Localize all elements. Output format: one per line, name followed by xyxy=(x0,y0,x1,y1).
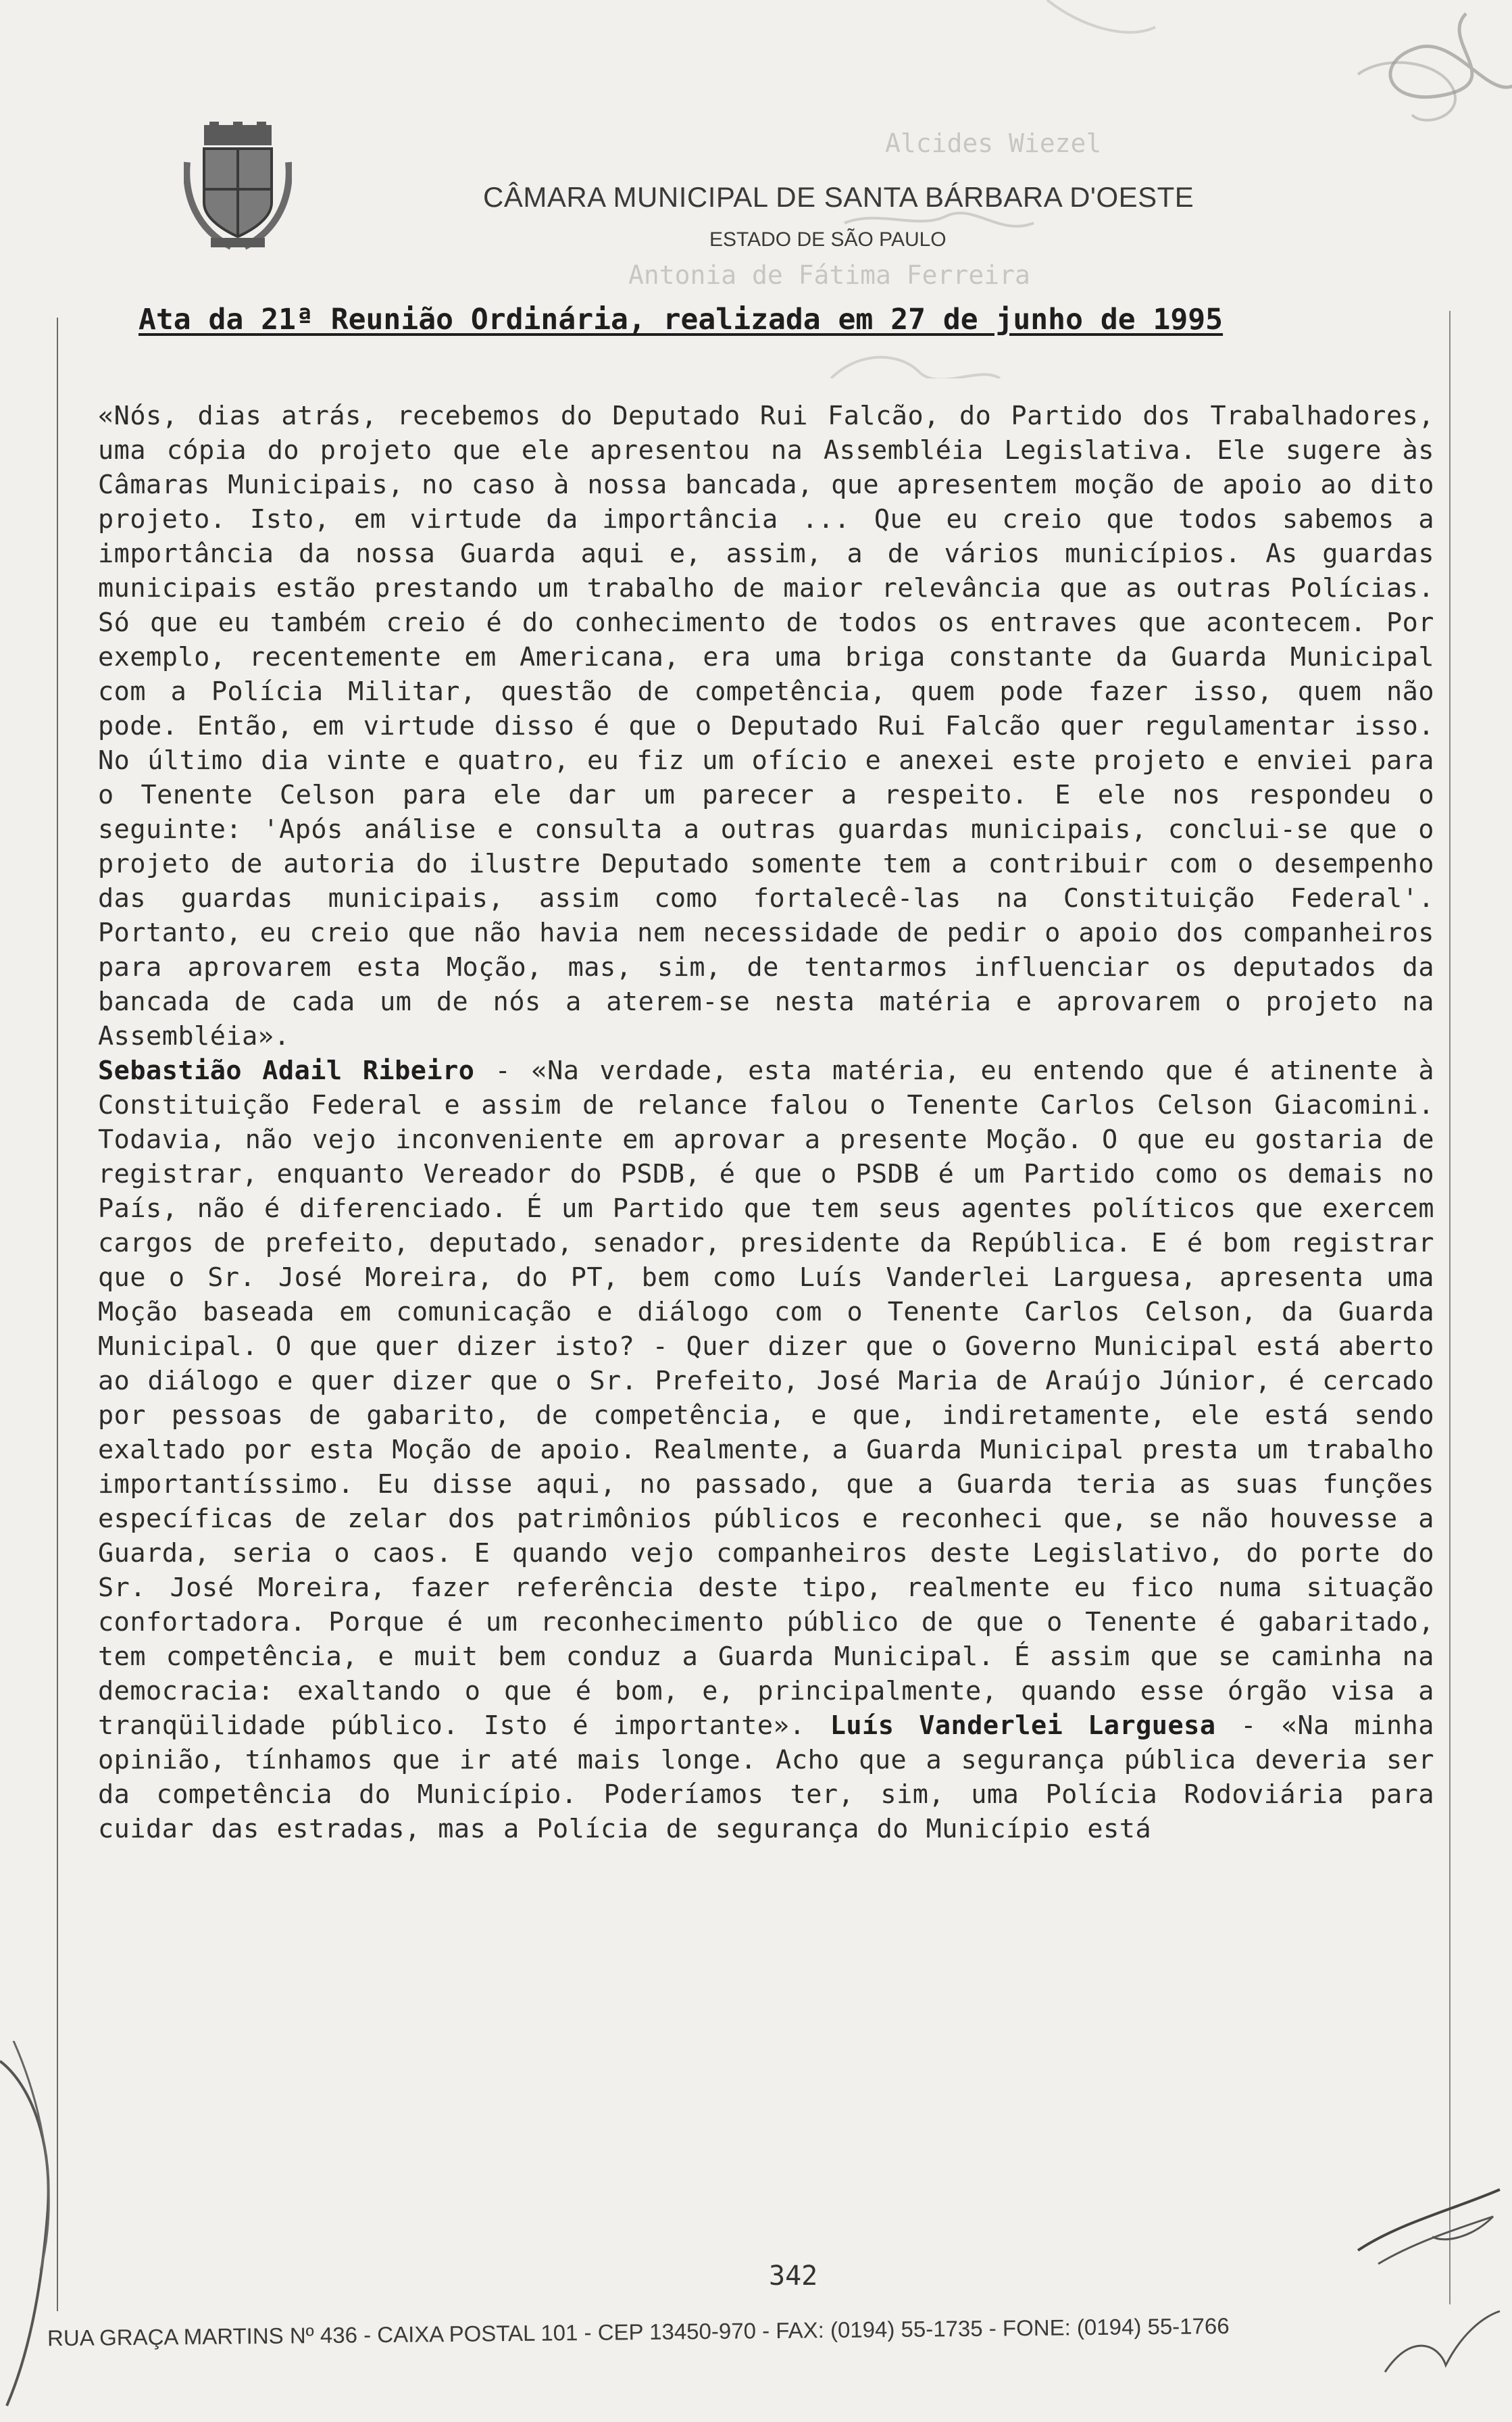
municipal-coat-of-arms-icon xyxy=(184,122,292,250)
speaker-name: Sebastião Adail Ribeiro xyxy=(98,1056,475,1086)
stamp-name-2: Antonia de Fátima Ferreira xyxy=(628,260,1030,290)
page-number: 342 xyxy=(769,2260,818,2292)
minutes-title: Ata da 21ª Reunião Ordinária, realizada em 27 de junho de 1995 xyxy=(138,303,1224,337)
left-margin-line xyxy=(57,318,58,2311)
paragraph-3: - «Na minha opinião, tínhamos que ir até mais longe. Acho que a segurança pública deveria ser da competência do Município. Poderíamos ter, sim, uma Polícia Rodoviária para cuidar das estradas, mas a Polícia de segurança do Município está xyxy=(98,1710,1434,1844)
paragraph-1: «Nós, dias atrás, recebemos do Deputado Rui Falcão, do Partido dos Trabalhadores, uma cópia do projeto que ele apresentou na Assembléia Legislativa. Ele sugere às Câmaras Municipais, no caso à nossa bancada, que apresentem moção de apoio ao dito projeto. Isto, em virtude da importância ... Que eu creio que todos sabemos a importância da nossa Guarda aqui e, assim, a de vários municípios. As guardas municipais estão prestando um trabalho de maior relevância que as outras Polícias. Só que eu também creio é do conhecimento de todos os entraves que acontecem. Por exemplo, recentemente em Americana, era uma briga constante da Guarda Municipal com a Polícia Militar, questão de competência, quem pode fazer isso, quem não pode. Então, em virtude disso é que o Deputado Rui Falcão quer regulamentar isso. No último dia vinte e quatro, eu fiz um ofício e anexei este projeto e enviei para o Tenente Celson para ele dar um parecer a respeito. E ele nos respondeu o seguinte: 'Após análise e consulta a outras guardas municipais, conclui-se que o projeto de autoria do ilustre Deputado somente tem a contribuir com o desempenho das guardas municipais, assim como fortalecê-las na Constituição Federal'. Portanto, eu creio que não havia nem necessidade de pedir o apoio dos companheiros para aprovarem esta Moção, mas, sim, de tentarmos influenciar os deputados da bancada de cada um de nós a aterem-se nesta matéria e aprovarem o projeto na Assembléia». xyxy=(98,401,1434,1052)
letterhead xyxy=(0,122,1512,337)
bottom-right-signature xyxy=(1338,2162,1512,2422)
minutes-body xyxy=(98,399,1434,1846)
stamp-name-1: Alcides Wiezel xyxy=(885,128,1102,158)
state-name: ESTADO DE SÃO PAULO xyxy=(709,228,947,251)
speaker-name: Luís Vanderlei Larguesa xyxy=(830,1710,1216,1741)
footer-address: RUA GRAÇA MARTINS Nº 436 - CAIXA POSTAL 101 - CEP 13450-970 - FAX: (0194) 55-1735 - FONE: (0194) 55-1766 xyxy=(47,2313,1230,2351)
right-margin-line xyxy=(1449,311,1451,2304)
chamber-name: CÂMARA MUNICIPAL DE SANTA BÁRBARA D'OESTE xyxy=(483,181,1194,213)
body-paragraph xyxy=(98,399,1434,1846)
left-margin-scribble xyxy=(0,2041,176,2419)
paragraph-2: - «Na verdade, esta matéria, eu entendo que é atinente à Constituição Federal e assim de relance falou o Tenente Carlos Celson Giacomini. Todavia, não vejo inconveniente em aprovar a presente Moção. O que eu gostaria de registrar, enquanto Vereador do PSDB, é que o PSDB é um Partido como os demais no País, não é diferenciado. É um Partido que tem seus agentes políticos que exercem cargos de prefeito, deputado, senador, presidente da República. E é bom registrar que o Sr. José Moreira, do PT, bem como Luís Vanderlei Larguesa, apresenta uma Moção baseada em comunicação e diálogo com o Tenente Carlos Celson, da Guarda Municipal. O que quer dizer isto? - Quer dizer que o Governo Municipal está aberto ao diálogo e quer dizer que o Sr. Prefeito, José Maria de Araújo Júnior, é cercado por pessoas de gabarito, de competência, e que, indiretamente, ele está sendo exaltado por esta Moção de apoio. Realmente, a Guarda Municipal presta um trabalho importantíssimo. Eu disse aqui, no passado, que a Guarda teria as suas funções específicas de zelar dos patrimônios públicos e reconheci que, se não houvesse a Guarda, seria o caos. E quando vejo companheiros deste Legislativo, do porte do Sr. José Moreira, fazer referência deste tipo, realmente eu fico numa situação confortadora. Porque é um reconhecimento público de que o Tenente é gabaritado, tem competência, e muit bem conduz a Guarda Municipal. É assim que se caminha na democracia: exaltando o que é bom, e, principalmente, quando esse órgão visa a tranqüilidade público. Isto é importante». xyxy=(98,1056,1434,1741)
